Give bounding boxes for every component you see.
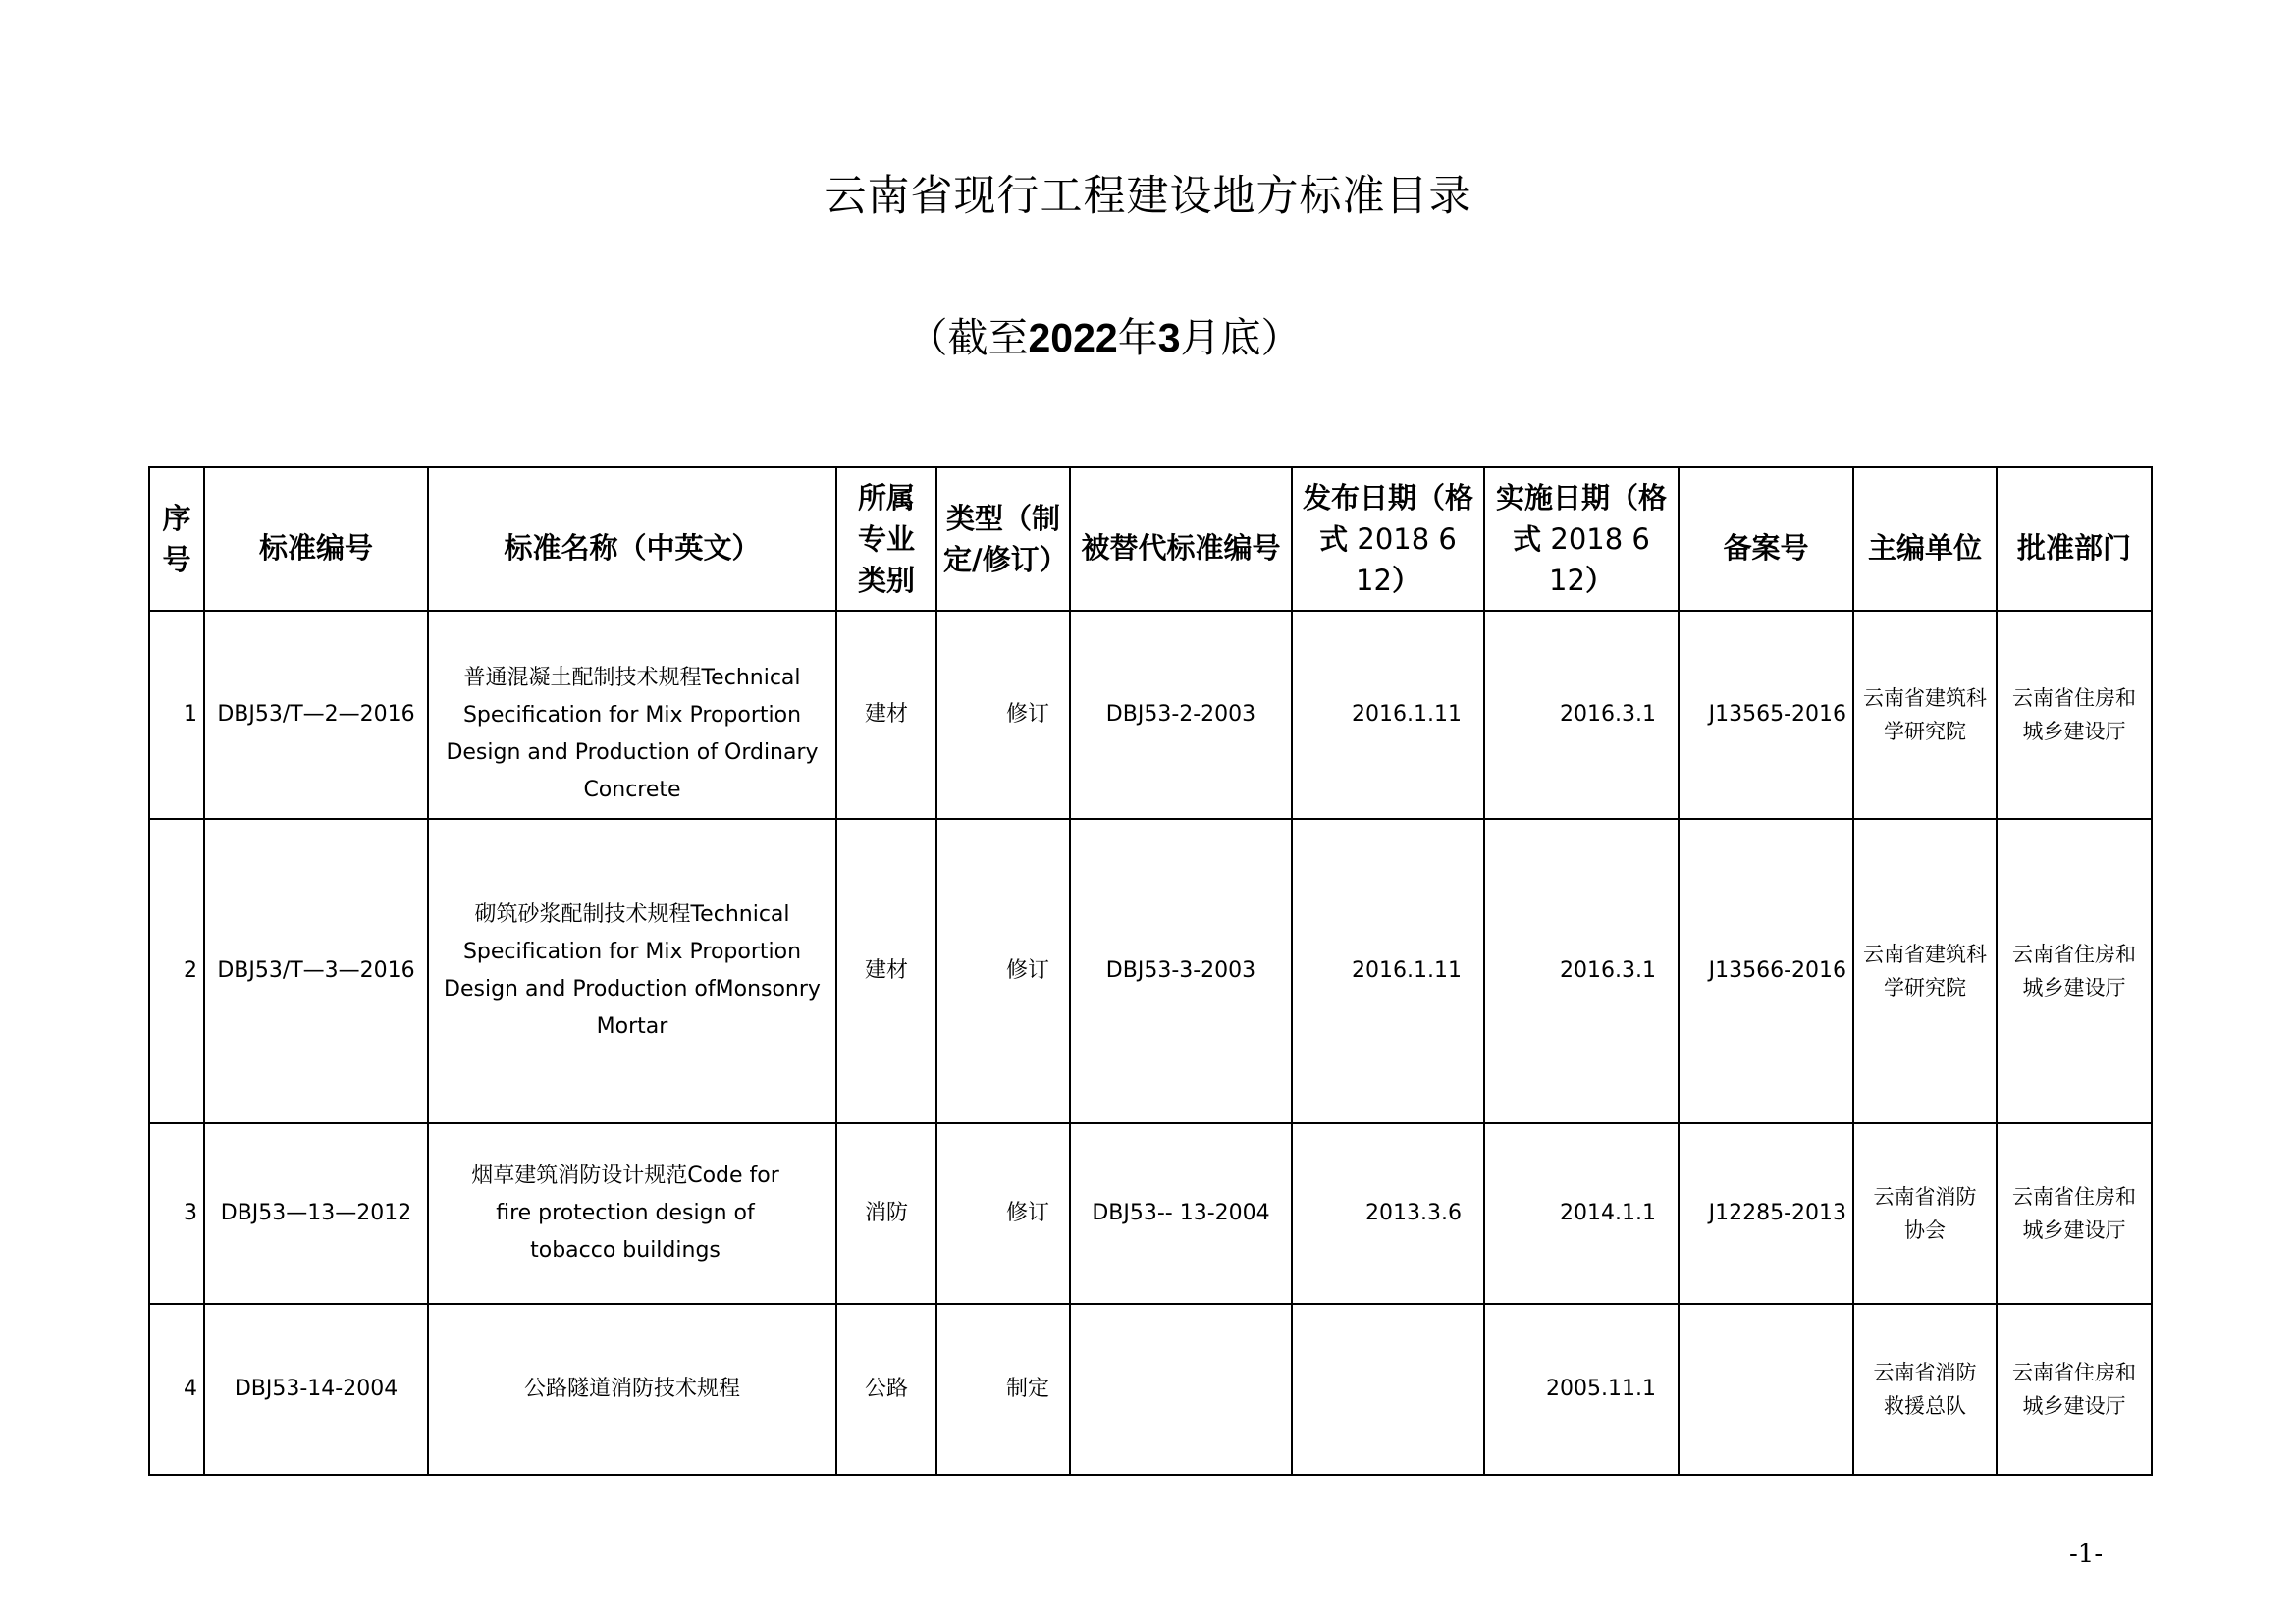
cell-replaced: DBJ53-3-2003 xyxy=(1070,819,1292,1123)
header-publish-format: 2018 6 12 xyxy=(1356,522,1457,597)
header-seq: 序号 xyxy=(149,467,204,611)
cell-record: J13566-2016 xyxy=(1679,819,1853,1123)
cell-name: 公路隧道消防技术规程 xyxy=(428,1304,836,1475)
header-publish-label: 发布日期（格式 xyxy=(1302,481,1473,556)
cell-editor: 云南省消防救援总队 xyxy=(1853,1304,1997,1475)
header-implement-close: ） xyxy=(1584,564,1614,597)
cell-seq: 1 xyxy=(149,611,204,819)
table-row xyxy=(149,1123,2152,1304)
cell-record: J12285-2013 xyxy=(1679,1123,1853,1304)
cell-code: DBJ53—13—2012 xyxy=(204,1123,428,1304)
cell-name: 砌筑砂浆配制技术规程Technical Specification for Mix Proportion Design and Production ofMonsonry Mortar xyxy=(428,819,836,1123)
cell-implement-date: 2016.3.1 xyxy=(1484,819,1679,1123)
subtitle-open: （截至 xyxy=(907,314,1029,361)
subtitle-close: 月底） xyxy=(1180,314,1302,361)
cell-replaced xyxy=(1070,1304,1292,1475)
standards-table xyxy=(148,466,2153,1476)
cell-code: DBJ53-14-2004 xyxy=(204,1304,428,1475)
header-name: 标准名称（中英文） xyxy=(428,467,836,611)
cell-publish-date xyxy=(1292,1304,1484,1475)
header-replaced: 被替代标准编号 xyxy=(1070,467,1292,611)
cell-approver: 云南省住房和城乡建设厅 xyxy=(1997,611,2152,819)
table-row xyxy=(149,1304,2152,1475)
subtitle-month: 3 xyxy=(1157,315,1181,360)
header-implement-format: 2018 6 12 xyxy=(1549,522,1650,597)
cell-replaced: DBJ53-2-2003 xyxy=(1070,611,1292,819)
header-category: 所属专业类别 xyxy=(836,467,936,611)
cell-implement-date: 2016.3.1 xyxy=(1484,611,1679,819)
header-record: 备案号 xyxy=(1679,467,1853,611)
cell-seq: 4 xyxy=(149,1304,204,1475)
cell-editor: 云南省消防协会 xyxy=(1853,1123,1997,1304)
page-number: -1- xyxy=(2069,1540,2104,1569)
cell-approver: 云南省住房和城乡建设厅 xyxy=(1997,819,2152,1123)
cell-category: 建材 xyxy=(836,819,936,1123)
cell-type: 修订 xyxy=(936,819,1070,1123)
header-approver: 批准部门 xyxy=(1997,467,2152,611)
cell-category: 公路 xyxy=(836,1304,936,1475)
subtitle-year-unit: 年 xyxy=(1117,314,1158,361)
header-publish-close: ） xyxy=(1391,564,1420,597)
cell-category: 建材 xyxy=(836,611,936,819)
cell-seq: 3 xyxy=(149,1123,204,1304)
cell-approver: 云南省住房和城乡建设厅 xyxy=(1997,1304,2152,1475)
cell-publish-date: 2013.3.6 xyxy=(1292,1123,1484,1304)
cell-name: 烟草建筑消防设计规范Code for fire protection design of tobacco buildings xyxy=(428,1123,836,1304)
table-header-row xyxy=(149,467,2152,611)
cell-implement-date: 2005.11.1 xyxy=(1484,1304,1679,1475)
table-row xyxy=(149,819,2152,1123)
cell-seq: 2 xyxy=(149,819,204,1123)
cell-record xyxy=(1679,1304,1853,1475)
cell-type: 修订 xyxy=(936,611,1070,819)
document-subtitle xyxy=(0,310,2209,365)
cell-category: 消防 xyxy=(836,1123,936,1304)
cell-publish-date: 2016.1.11 xyxy=(1292,611,1484,819)
cell-implement-date: 2014.1.1 xyxy=(1484,1123,1679,1304)
cell-type: 制定 xyxy=(936,1304,1070,1475)
header-code: 标准编号 xyxy=(204,467,428,611)
header-type: 类型（制定/修订） xyxy=(936,467,1070,611)
cell-approver: 云南省住房和城乡建设厅 xyxy=(1997,1123,2152,1304)
cell-name: 普通混凝土配制技术规程Technical Specification for Mix Proportion Design and Production of Ordinary Concrete xyxy=(428,611,836,819)
table-row xyxy=(149,611,2152,819)
cell-code: DBJ53/T—2—2016 xyxy=(204,611,428,819)
cell-code: DBJ53/T—3—2016 xyxy=(204,819,428,1123)
cell-replaced: DBJ53-- 13-2004 xyxy=(1070,1123,1292,1304)
cell-record: J13565-2016 xyxy=(1679,611,1853,819)
header-publish-date xyxy=(1292,467,1484,611)
header-implement-date xyxy=(1484,467,1679,611)
document-title: 云南省现行工程建设地方标准目录 xyxy=(824,172,1472,221)
cell-type: 修订 xyxy=(936,1123,1070,1304)
cell-editor: 云南省建筑科学研究院 xyxy=(1853,819,1997,1123)
cell-editor: 云南省建筑科学研究院 xyxy=(1853,611,1997,819)
header-editor: 主编单位 xyxy=(1853,467,1997,611)
header-implement-label: 实施日期（格式 xyxy=(1495,481,1667,556)
cell-publish-date: 2016.1.11 xyxy=(1292,819,1484,1123)
subtitle-year: 2022 xyxy=(1028,315,1118,360)
